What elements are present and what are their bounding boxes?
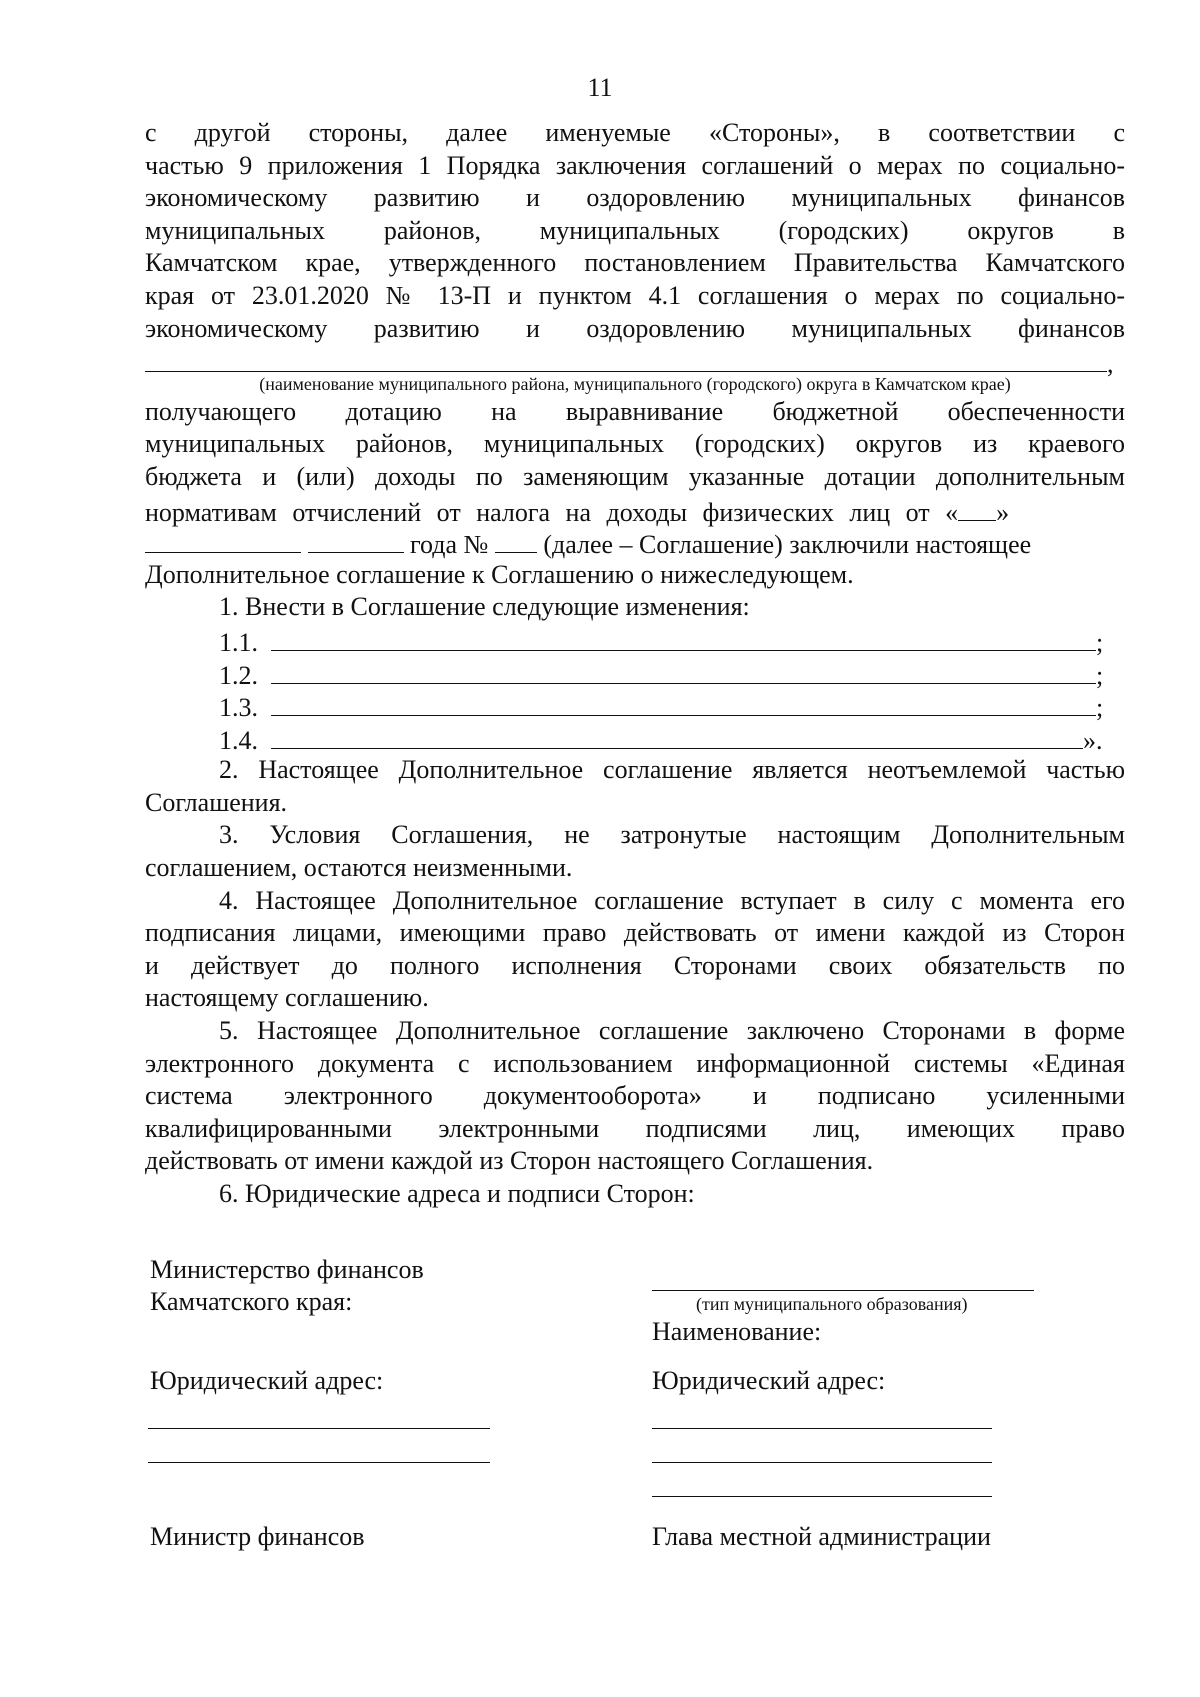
clause-6: 6. Юридические адреса и подписи Сторон: — [219, 1179, 695, 1208]
clause-5-line-2: электронного документа с использованием информационной системы «Единая — [145, 1048, 1125, 1078]
change-item-end: ». — [1083, 725, 1103, 755]
clause-2-line-1: 2. Настоящее Дополнительное соглашение является неотъемлемой частью — [219, 755, 1125, 785]
change-item-3 — [145, 689, 1125, 722]
intro-line-8: получающего дотацию на выравнивание бюджетной обеспеченности — [145, 396, 1125, 426]
intro-line-1: с другой стороны, далее именуемые «Стороны», в соответствии с — [145, 118, 1125, 147]
clause-1: 1. Внести в Соглашение следующие изменения: — [219, 592, 750, 622]
clause-4-line-1: 4. Настоящее Дополнительное соглашение вступает в силу с момента его — [219, 885, 1125, 915]
change-item-end: ; — [1096, 627, 1104, 657]
intro-line-11-quote: » — [996, 497, 1010, 527]
intro-line-10: бюджета и (или) доходы по заменяющим указанные дотации дополнительным — [145, 461, 1125, 491]
agreement-body — [145, 117, 1125, 1211]
change-item-blank — [271, 657, 1096, 684]
change-item-4 — [145, 722, 1125, 755]
municipality-name-blank — [145, 345, 1107, 372]
change-item-number: 1.4. — [219, 725, 258, 755]
right-party-address-line-1 — [652, 1428, 992, 1429]
left-party-name-line-1: Министерство финансов — [150, 1255, 424, 1284]
municipality-name-comma: , — [1107, 349, 1114, 379]
intro-line-5: Камчатском крае, утвержденного постановлением Правительства Камчатского — [145, 248, 1125, 278]
year-number-label: года № — [410, 530, 489, 560]
left-party-address-label: Юридический адрес: — [150, 1366, 384, 1395]
change-item-blank — [271, 689, 1096, 716]
left-party-name-line-2: Камчатского края: — [150, 1287, 353, 1316]
clause-5-line-5: действовать от имени каждой из Сторон настоящего Соглашения. — [145, 1146, 874, 1176]
page-number: 11 — [587, 73, 613, 102]
day-blank — [958, 494, 996, 521]
intro-line-12-text: (далее – Соглашение) заключили настоящее — [543, 530, 1032, 560]
right-party-name-label: Наименование: — [652, 1317, 822, 1346]
change-item-blank — [271, 624, 1096, 651]
right-party-address-line-3 — [652, 1496, 992, 1497]
left-party-address-line-2 — [148, 1462, 490, 1463]
year-blank — [308, 526, 404, 553]
change-item-2 — [145, 657, 1125, 690]
clause-4-line-3: и действует до полного исполнения Сторонами своих обязательств по — [145, 950, 1125, 980]
right-party-signatory: Глава местной администрации — [652, 1522, 991, 1551]
clause-3-line-1: 3. Условия Соглашения, не затронутые настоящим Дополнительным — [219, 820, 1125, 850]
clause-5-line-3: система электронного документооборота» и подписано усиленными — [145, 1081, 1125, 1111]
clause-3-line-2: соглашением, остаются неизменными. — [145, 853, 573, 883]
clause-5-line-4: квалифицированными электронными подписями лиц, имеющих право — [145, 1113, 1125, 1143]
intro-line-6: края от 23.01.2020 № 13-П и пунктом 4.1 соглашения о мерах по социально- — [145, 280, 1125, 310]
right-party-address-line-2 — [652, 1462, 992, 1463]
clause-5-line-1: 5. Настоящее Дополнительное соглашение заключено Сторонами в форме — [219, 1016, 1125, 1046]
right-party-type-blank — [652, 1290, 1034, 1291]
change-item-blank — [271, 722, 1083, 749]
change-item-end: ; — [1096, 660, 1104, 690]
intro-line-3: экономическому развитию и оздоровлению муниципальных финансов — [145, 183, 1125, 213]
clause-4-line-4: настоящему соглашению. — [145, 983, 429, 1013]
intro-line-12 — [145, 526, 1125, 559]
intro-line-2: частью 9 приложения 1 Порядка заключения соглашений о мерах по социально- — [145, 150, 1125, 180]
municipality-name-caption: (наименование муниципального района, муниципального (городского) округа в Камчатском крае) — [259, 373, 1011, 394]
change-item-end: ; — [1096, 693, 1104, 723]
intro-line-9: муниципальных районов, муниципальных (городских) округов из краевого — [145, 429, 1125, 459]
clause-4-line-2: подписания лицами, имеющими право действовать от имени каждой из Сторон — [145, 918, 1125, 948]
intro-line-11-text: нормативам отчислений от налога на доходы физических лиц от « — [145, 497, 959, 527]
intro-line-11 — [145, 494, 1125, 527]
agreement-number-blank — [495, 526, 537, 553]
month-blank — [145, 526, 301, 553]
left-party-signatory: Министр финансов — [150, 1522, 365, 1551]
right-party-address-label: Юридический адрес: — [652, 1366, 886, 1395]
clause-2-line-2: Соглашения. — [145, 787, 288, 817]
intro-line-7: экономическому развитию и оздоровлению муниципальных финансов — [145, 313, 1125, 343]
change-item-1 — [145, 624, 1125, 657]
municipality-name-line — [145, 345, 1125, 378]
intro-line-13: Дополнительное соглашение к Соглашению о нижеследующем. — [145, 559, 854, 589]
left-party-address-line-1 — [148, 1428, 490, 1429]
change-item-number: 1.3. — [219, 693, 258, 723]
change-item-number: 1.2. — [219, 660, 258, 690]
right-party-type-caption: (тип муниципального образования) — [696, 1294, 968, 1314]
intro-line-4: муниципальных районов, муниципальных (городских) округов в — [145, 215, 1125, 245]
change-item-number: 1.1. — [219, 627, 258, 657]
